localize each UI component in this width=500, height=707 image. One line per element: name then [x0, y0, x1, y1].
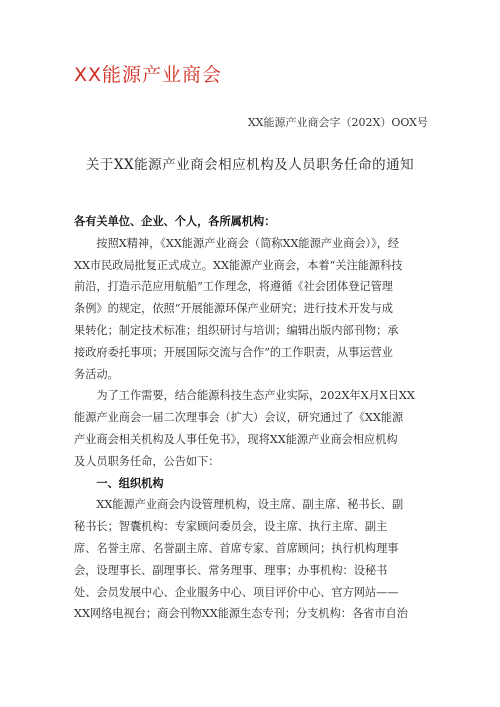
paragraph-line: 及人员职务任命，公告如下：	[74, 454, 220, 468]
paragraph-line: 务活动。	[74, 367, 119, 381]
salutation: 各有关单位、企业、个人，各所属机构：	[74, 214, 276, 228]
paragraph-line: 会，设理事长、副理事长、常务理事、理事；办事机构：设秘书	[74, 563, 388, 577]
paragraph-organization	[74, 494, 430, 625]
paragraph-line: 前沿，打造示范应用航船”工作理念，将遵循《社会团体登记管理	[74, 280, 393, 294]
organization-title: XX能源产业商会	[74, 64, 223, 86]
document-body	[74, 211, 430, 625]
document-number: XX能源产业商会字（202X）OOX号	[247, 116, 428, 129]
paragraph-line: 果转化；制定技术标准；组织研讨与培训；编辑出版内部刊物；承	[74, 323, 399, 337]
paragraph-line: 为了工作需要，结合能源科技生态产业实际，202X年X月X日XX	[74, 389, 415, 403]
paragraph-line: 处、会员发展中心、企业服务中心、项目评价中心、官方网站——	[74, 585, 399, 599]
paragraph-line: 能源产业商会一届二次理事会（扩大）会议，研究通过了《XX能源	[74, 411, 404, 425]
paragraph-line: 席、名誉主席、名誉副主席、首席专家、首席顾问；执行机构理事	[74, 541, 399, 555]
paragraph-line: 产业商会相关机构及人事任免书》，现将XX能源产业商会相应机构	[74, 432, 398, 446]
paragraph-line: 接政府委托事项；开展国际交流与合作”的工作职责，从事运营业	[74, 345, 393, 359]
paragraph-line: XX网络电视台；商会刊物XX能源生态专刊；分支机构：各省市自治	[74, 607, 408, 621]
paragraph-line: 按照X精神，《XX能源产业商会（简称XX能源产业商会）》，经	[74, 236, 400, 250]
paragraph-line: 秘书长；智囊机构：专家顾问委员会，设主席、执行主席、副主	[74, 520, 388, 534]
section-heading-organization: 一、组织机构	[74, 475, 164, 490]
paragraph-meeting	[74, 385, 430, 472]
paragraph-founding	[74, 233, 430, 386]
paragraph-line: XX能源产业商会内设管理机构，设主席、副主席、秘书长、副	[74, 498, 404, 512]
notice-title: 关于XX能源产业商会相应机构及人员职务任命的通知	[85, 157, 415, 173]
paragraph-line: XX市民政局批复正式成立。XX能源产业商会，本着“关注能源科技	[74, 258, 403, 272]
paragraph-line: 条例》的规定，依照“开展能源环保产业研究；进行技术开发与成	[74, 302, 393, 316]
